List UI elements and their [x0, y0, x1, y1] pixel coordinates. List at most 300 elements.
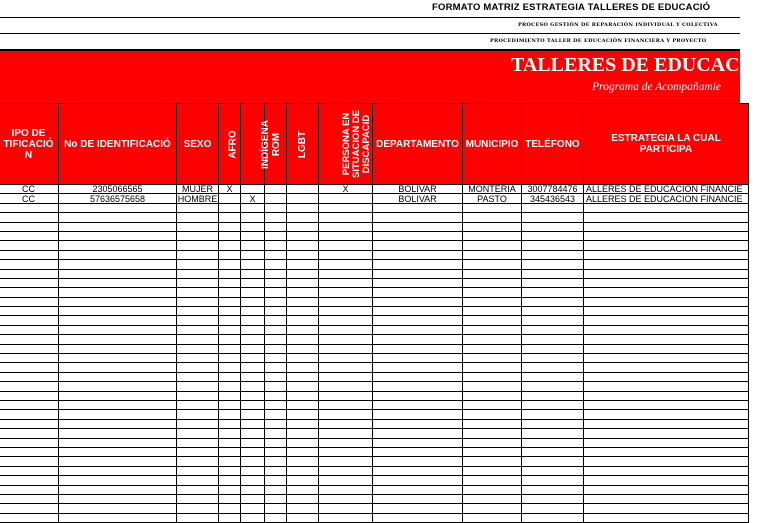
cell-telefono[interactable]: [522, 382, 584, 391]
cell-numero[interactable]: [59, 466, 177, 475]
cell-discapacidad[interactable]: [319, 429, 373, 438]
cell-tipo[interactable]: [0, 231, 59, 240]
cell-sexo[interactable]: [177, 297, 219, 306]
cell-telefono[interactable]: [522, 316, 584, 325]
cell-estrategia[interactable]: [584, 419, 749, 428]
cell-discapacidad[interactable]: [319, 372, 373, 381]
cell-indigena[interactable]: [241, 278, 265, 287]
cell-sexo[interactable]: [177, 494, 219, 503]
cell-estrategia[interactable]: [584, 513, 749, 522]
cell-telefono[interactable]: [522, 476, 584, 485]
cell-telefono[interactable]: [522, 410, 584, 419]
cell-rom[interactable]: [265, 203, 287, 212]
cell-estrategia[interactable]: ALLERES DE EDUCACION FINANCIE: [584, 194, 749, 203]
cell-municipio[interactable]: [463, 203, 522, 212]
cell-numero[interactable]: [59, 447, 177, 456]
cell-sexo[interactable]: [177, 203, 219, 212]
cell-municipio[interactable]: [463, 504, 522, 513]
cell-tipo[interactable]: [0, 513, 59, 522]
cell-telefono[interactable]: [522, 288, 584, 297]
cell-tipo[interactable]: [0, 476, 59, 485]
cell-rom[interactable]: [265, 213, 287, 222]
cell-tipo[interactable]: [0, 391, 59, 400]
cell-departamento[interactable]: [373, 278, 463, 287]
cell-lgbt[interactable]: [287, 288, 319, 297]
cell-tipo[interactable]: [0, 222, 59, 231]
cell-rom[interactable]: [265, 485, 287, 494]
cell-telefono[interactable]: [522, 438, 584, 447]
col-telefono-header[interactable]: TELÉFONO: [522, 104, 584, 185]
cell-discapacidad[interactable]: [319, 344, 373, 353]
cell-afro[interactable]: [219, 410, 241, 419]
cell-numero[interactable]: [59, 288, 177, 297]
cell-rom[interactable]: [265, 335, 287, 344]
cell-rom[interactable]: [265, 494, 287, 503]
col-departamento-header[interactable]: DEPARTAMENTO: [373, 104, 463, 185]
cell-afro[interactable]: [219, 419, 241, 428]
cell-rom[interactable]: [265, 222, 287, 231]
cell-discapacidad[interactable]: [319, 231, 373, 240]
cell-afro[interactable]: [219, 466, 241, 475]
cell-afro[interactable]: [219, 231, 241, 240]
cell-telefono[interactable]: [522, 325, 584, 334]
cell-numero[interactable]: [59, 222, 177, 231]
cell-telefono[interactable]: [522, 203, 584, 212]
cell-sexo[interactable]: [177, 485, 219, 494]
cell-numero[interactable]: [59, 203, 177, 212]
cell-municipio[interactable]: [463, 354, 522, 363]
cell-lgbt[interactable]: [287, 504, 319, 513]
cell-estrategia[interactable]: [584, 222, 749, 231]
cell-departamento[interactable]: [373, 241, 463, 250]
cell-departamento[interactable]: [373, 372, 463, 381]
cell-estrategia[interactable]: [584, 297, 749, 306]
cell-telefono[interactable]: [522, 504, 584, 513]
cell-indigena[interactable]: [241, 288, 265, 297]
cell-municipio[interactable]: [463, 316, 522, 325]
cell-departamento[interactable]: [373, 504, 463, 513]
cell-tipo[interactable]: [0, 363, 59, 372]
cell-afro[interactable]: [219, 288, 241, 297]
cell-sexo[interactable]: [177, 288, 219, 297]
cell-discapacidad[interactable]: [319, 363, 373, 372]
cell-discapacidad[interactable]: [319, 288, 373, 297]
cell-telefono[interactable]: [522, 354, 584, 363]
cell-afro[interactable]: [219, 485, 241, 494]
cell-sexo[interactable]: [177, 269, 219, 278]
cell-lgbt[interactable]: [287, 250, 319, 259]
cell-telefono[interactable]: [522, 466, 584, 475]
col-indigena-header[interactable]: INDÍGENA: [241, 104, 265, 185]
cell-discapacidad[interactable]: X: [319, 185, 373, 194]
cell-discapacidad[interactable]: [319, 447, 373, 456]
cell-sexo[interactable]: [177, 438, 219, 447]
cell-sexo[interactable]: [177, 213, 219, 222]
cell-numero[interactable]: [59, 438, 177, 447]
cell-estrategia[interactable]: [584, 391, 749, 400]
cell-tipo[interactable]: [0, 203, 59, 212]
cell-tipo[interactable]: [0, 213, 59, 222]
cell-lgbt[interactable]: [287, 466, 319, 475]
cell-departamento[interactable]: [373, 288, 463, 297]
cell-numero[interactable]: [59, 485, 177, 494]
cell-telefono[interactable]: [522, 344, 584, 353]
cell-numero[interactable]: 2305066565: [59, 185, 177, 194]
cell-lgbt[interactable]: [287, 476, 319, 485]
cell-afro[interactable]: [219, 325, 241, 334]
cell-municipio[interactable]: [463, 391, 522, 400]
cell-afro[interactable]: [219, 354, 241, 363]
cell-lgbt[interactable]: [287, 185, 319, 194]
cell-indigena[interactable]: [241, 307, 265, 316]
cell-municipio[interactable]: [463, 269, 522, 278]
cell-afro[interactable]: [219, 307, 241, 316]
cell-municipio[interactable]: [463, 344, 522, 353]
cell-lgbt[interactable]: [287, 400, 319, 409]
cell-sexo[interactable]: [177, 457, 219, 466]
cell-numero[interactable]: [59, 250, 177, 259]
cell-rom[interactable]: [265, 372, 287, 381]
cell-lgbt[interactable]: [287, 278, 319, 287]
cell-tipo[interactable]: [0, 372, 59, 381]
cell-rom[interactable]: [265, 316, 287, 325]
cell-discapacidad[interactable]: [319, 269, 373, 278]
cell-lgbt[interactable]: [287, 447, 319, 456]
cell-estrategia[interactable]: [584, 213, 749, 222]
cell-departamento[interactable]: [373, 485, 463, 494]
cell-telefono[interactable]: [522, 278, 584, 287]
cell-tipo[interactable]: [0, 485, 59, 494]
cell-rom[interactable]: [265, 476, 287, 485]
cell-numero[interactable]: [59, 476, 177, 485]
cell-sexo[interactable]: [177, 372, 219, 381]
cell-telefono[interactable]: [522, 222, 584, 231]
cell-telefono[interactable]: [522, 307, 584, 316]
cell-sexo[interactable]: [177, 400, 219, 409]
cell-estrategia[interactable]: ALLERES DE EDUCACION FINANCIE: [584, 185, 749, 194]
cell-lgbt[interactable]: [287, 391, 319, 400]
cell-telefono[interactable]: [522, 457, 584, 466]
cell-lgbt[interactable]: [287, 307, 319, 316]
cell-tipo[interactable]: CC: [0, 185, 59, 194]
cell-rom[interactable]: [265, 419, 287, 428]
col-estrategia-header[interactable]: ESTRATEGIA LA CUAL PARTICIPA: [584, 104, 749, 185]
cell-telefono[interactable]: 3007784476: [522, 185, 584, 194]
cell-rom[interactable]: [265, 344, 287, 353]
cell-discapacidad[interactable]: [319, 494, 373, 503]
cell-departamento[interactable]: [373, 354, 463, 363]
cell-telefono[interactable]: [522, 231, 584, 240]
cell-lgbt[interactable]: [287, 325, 319, 334]
cell-municipio[interactable]: [463, 494, 522, 503]
cell-lgbt[interactable]: [287, 457, 319, 466]
cell-sexo[interactable]: [177, 325, 219, 334]
cell-estrategia[interactable]: [584, 438, 749, 447]
cell-lgbt[interactable]: [287, 485, 319, 494]
cell-afro[interactable]: [219, 382, 241, 391]
col-discapacidad-header[interactable]: PERSONA EN SITUACION DE DISCAPACID: [319, 104, 373, 185]
cell-telefono[interactable]: [522, 241, 584, 250]
cell-lgbt[interactable]: [287, 513, 319, 522]
cell-departamento[interactable]: [373, 307, 463, 316]
cell-indigena[interactable]: [241, 354, 265, 363]
cell-estrategia[interactable]: [584, 335, 749, 344]
cell-estrategia[interactable]: [584, 382, 749, 391]
cell-numero[interactable]: [59, 354, 177, 363]
cell-estrategia[interactable]: [584, 203, 749, 212]
cell-estrategia[interactable]: [584, 288, 749, 297]
cell-indigena[interactable]: X: [241, 194, 265, 203]
cell-afro[interactable]: [219, 447, 241, 456]
cell-municipio[interactable]: [463, 372, 522, 381]
cell-sexo[interactable]: [177, 504, 219, 513]
cell-telefono[interactable]: [522, 269, 584, 278]
cell-afro[interactable]: [219, 335, 241, 344]
cell-municipio[interactable]: [463, 260, 522, 269]
cell-municipio[interactable]: [463, 241, 522, 250]
cell-sexo[interactable]: [177, 447, 219, 456]
cell-lgbt[interactable]: [287, 241, 319, 250]
cell-estrategia[interactable]: [584, 231, 749, 240]
cell-departamento[interactable]: [373, 231, 463, 240]
cell-sexo[interactable]: [177, 241, 219, 250]
cell-telefono[interactable]: [522, 372, 584, 381]
cell-rom[interactable]: [265, 250, 287, 259]
cell-tipo[interactable]: CC: [0, 194, 59, 203]
cell-municipio[interactable]: [463, 297, 522, 306]
cell-rom[interactable]: [265, 278, 287, 287]
cell-discapacidad[interactable]: [319, 466, 373, 475]
cell-discapacidad[interactable]: [319, 457, 373, 466]
cell-tipo[interactable]: [0, 316, 59, 325]
cell-estrategia[interactable]: [584, 250, 749, 259]
cell-lgbt[interactable]: [287, 372, 319, 381]
cell-municipio[interactable]: [463, 447, 522, 456]
cell-discapacidad[interactable]: [319, 504, 373, 513]
cell-sexo[interactable]: [177, 410, 219, 419]
cell-indigena[interactable]: [241, 297, 265, 306]
cell-departamento[interactable]: [373, 203, 463, 212]
cell-municipio[interactable]: [463, 429, 522, 438]
cell-rom[interactable]: [265, 466, 287, 475]
cell-departamento[interactable]: [373, 222, 463, 231]
cell-discapacidad[interactable]: [319, 382, 373, 391]
cell-numero[interactable]: [59, 494, 177, 503]
cell-rom[interactable]: [265, 382, 287, 391]
cell-departamento[interactable]: [373, 476, 463, 485]
cell-indigena[interactable]: [241, 222, 265, 231]
cell-indigena[interactable]: [241, 344, 265, 353]
cell-departamento[interactable]: [373, 316, 463, 325]
cell-telefono[interactable]: [522, 297, 584, 306]
cell-departamento[interactable]: [373, 344, 463, 353]
cell-departamento[interactable]: [373, 260, 463, 269]
cell-municipio[interactable]: [463, 400, 522, 409]
cell-indigena[interactable]: [241, 382, 265, 391]
cell-rom[interactable]: [265, 288, 287, 297]
cell-sexo[interactable]: [177, 344, 219, 353]
cell-municipio[interactable]: [463, 363, 522, 372]
cell-lgbt[interactable]: [287, 231, 319, 240]
cell-sexo[interactable]: [177, 307, 219, 316]
cell-indigena[interactable]: [241, 485, 265, 494]
cell-departamento[interactable]: BOLIVAR: [373, 194, 463, 203]
cell-rom[interactable]: [265, 241, 287, 250]
col-tipo-header[interactable]: IPO DE TIFICACIÓ N: [0, 104, 59, 185]
cell-afro[interactable]: [219, 372, 241, 381]
cell-estrategia[interactable]: [584, 316, 749, 325]
cell-lgbt[interactable]: [287, 494, 319, 503]
cell-indigena[interactable]: [241, 363, 265, 372]
cell-indigena[interactable]: [241, 476, 265, 485]
cell-indigena[interactable]: [241, 429, 265, 438]
cell-estrategia[interactable]: [584, 466, 749, 475]
cell-indigena[interactable]: [241, 513, 265, 522]
cell-sexo[interactable]: [177, 250, 219, 259]
cell-numero[interactable]: [59, 231, 177, 240]
cell-departamento[interactable]: [373, 363, 463, 372]
cell-telefono[interactable]: [522, 335, 584, 344]
cell-discapacidad[interactable]: [319, 400, 373, 409]
cell-sexo[interactable]: [177, 476, 219, 485]
cell-discapacidad[interactable]: [319, 325, 373, 334]
cell-estrategia[interactable]: [584, 410, 749, 419]
cell-afro[interactable]: [219, 476, 241, 485]
cell-indigena[interactable]: [241, 260, 265, 269]
cell-sexo[interactable]: HOMBRE: [177, 193, 218, 204]
cell-indigena[interactable]: [241, 185, 265, 194]
cell-afro[interactable]: [219, 222, 241, 231]
col-numero-header[interactable]: No DE IDENTIFICACIÓ: [59, 104, 177, 185]
cell-estrategia[interactable]: [584, 241, 749, 250]
cell-telefono[interactable]: [522, 363, 584, 372]
cell-estrategia[interactable]: [584, 400, 749, 409]
cell-municipio[interactable]: [463, 278, 522, 287]
cell-rom[interactable]: [265, 391, 287, 400]
cell-estrategia[interactable]: [584, 260, 749, 269]
cell-numero[interactable]: [59, 504, 177, 513]
cell-indigena[interactable]: [241, 457, 265, 466]
cell-lgbt[interactable]: [287, 222, 319, 231]
cell-sexo[interactable]: [177, 419, 219, 428]
cell-telefono[interactable]: [522, 513, 584, 522]
cell-municipio[interactable]: [463, 466, 522, 475]
cell-lgbt[interactable]: [287, 344, 319, 353]
cell-estrategia[interactable]: [584, 429, 749, 438]
cell-telefono[interactable]: [522, 447, 584, 456]
cell-lgbt[interactable]: [287, 410, 319, 419]
cell-lgbt[interactable]: [287, 260, 319, 269]
cell-lgbt[interactable]: [287, 438, 319, 447]
cell-afro[interactable]: [219, 316, 241, 325]
cell-afro[interactable]: [219, 213, 241, 222]
cell-sexo[interactable]: [177, 354, 219, 363]
cell-afro[interactable]: [219, 494, 241, 503]
cell-indigena[interactable]: [241, 325, 265, 334]
cell-telefono[interactable]: [522, 250, 584, 259]
cell-discapacidad[interactable]: [319, 476, 373, 485]
cell-tipo[interactable]: [0, 335, 59, 344]
cell-numero[interactable]: [59, 241, 177, 250]
cell-lgbt[interactable]: [287, 316, 319, 325]
cell-discapacidad[interactable]: [319, 222, 373, 231]
cell-numero[interactable]: [59, 400, 177, 409]
cell-discapacidad[interactable]: [319, 278, 373, 287]
cell-numero[interactable]: [59, 363, 177, 372]
cell-discapacidad[interactable]: [319, 194, 373, 203]
cell-municipio[interactable]: [463, 410, 522, 419]
cell-indigena[interactable]: [241, 231, 265, 240]
cell-municipio[interactable]: [463, 382, 522, 391]
cell-sexo[interactable]: [177, 260, 219, 269]
cell-afro[interactable]: [219, 269, 241, 278]
col-rom-header[interactable]: ROM: [265, 104, 287, 185]
cell-tipo[interactable]: [0, 494, 59, 503]
cell-telefono[interactable]: [522, 400, 584, 409]
cell-tipo[interactable]: [0, 325, 59, 334]
cell-discapacidad[interactable]: [319, 438, 373, 447]
cell-municipio[interactable]: [463, 231, 522, 240]
cell-municipio[interactable]: [463, 288, 522, 297]
cell-lgbt[interactable]: [287, 363, 319, 372]
cell-sexo[interactable]: [177, 231, 219, 240]
cell-municipio[interactable]: MONTERÍA: [463, 185, 522, 194]
cell-tipo[interactable]: [0, 466, 59, 475]
cell-departamento[interactable]: [373, 250, 463, 259]
cell-tipo[interactable]: [0, 457, 59, 466]
cell-estrategia[interactable]: [584, 485, 749, 494]
cell-sexo[interactable]: [177, 363, 219, 372]
cell-numero[interactable]: [59, 269, 177, 278]
cell-discapacidad[interactable]: [319, 513, 373, 522]
cell-rom[interactable]: [265, 504, 287, 513]
cell-tipo[interactable]: [0, 307, 59, 316]
col-municipio-header[interactable]: MUNICIPIO: [463, 104, 522, 185]
cell-municipio[interactable]: [463, 325, 522, 334]
cell-departamento[interactable]: [373, 400, 463, 409]
col-afro-header[interactable]: AFRO: [219, 104, 241, 185]
cell-numero[interactable]: [59, 325, 177, 334]
cell-departamento[interactable]: [373, 410, 463, 419]
cell-sexo[interactable]: [177, 316, 219, 325]
cell-numero[interactable]: [59, 260, 177, 269]
cell-telefono[interactable]: [522, 213, 584, 222]
cell-numero[interactable]: [59, 372, 177, 381]
cell-tipo[interactable]: [0, 260, 59, 269]
cell-tipo[interactable]: [0, 400, 59, 409]
cell-rom[interactable]: [265, 410, 287, 419]
cell-sexo[interactable]: [177, 429, 219, 438]
cell-numero[interactable]: [59, 307, 177, 316]
cell-departamento[interactable]: [373, 513, 463, 522]
cell-rom[interactable]: [265, 185, 287, 194]
cell-rom[interactable]: [265, 325, 287, 334]
cell-afro[interactable]: [219, 344, 241, 353]
cell-lgbt[interactable]: [287, 297, 319, 306]
cell-rom[interactable]: [265, 307, 287, 316]
cell-departamento[interactable]: [373, 382, 463, 391]
cell-rom[interactable]: [265, 231, 287, 240]
cell-tipo[interactable]: [0, 250, 59, 259]
cell-sexo[interactable]: [177, 382, 219, 391]
cell-afro[interactable]: [219, 504, 241, 513]
cell-indigena[interactable]: [241, 335, 265, 344]
cell-discapacidad[interactable]: [319, 241, 373, 250]
cell-telefono[interactable]: [522, 260, 584, 269]
cell-departamento[interactable]: [373, 494, 463, 503]
cell-rom[interactable]: [265, 260, 287, 269]
cell-numero[interactable]: [59, 513, 177, 522]
